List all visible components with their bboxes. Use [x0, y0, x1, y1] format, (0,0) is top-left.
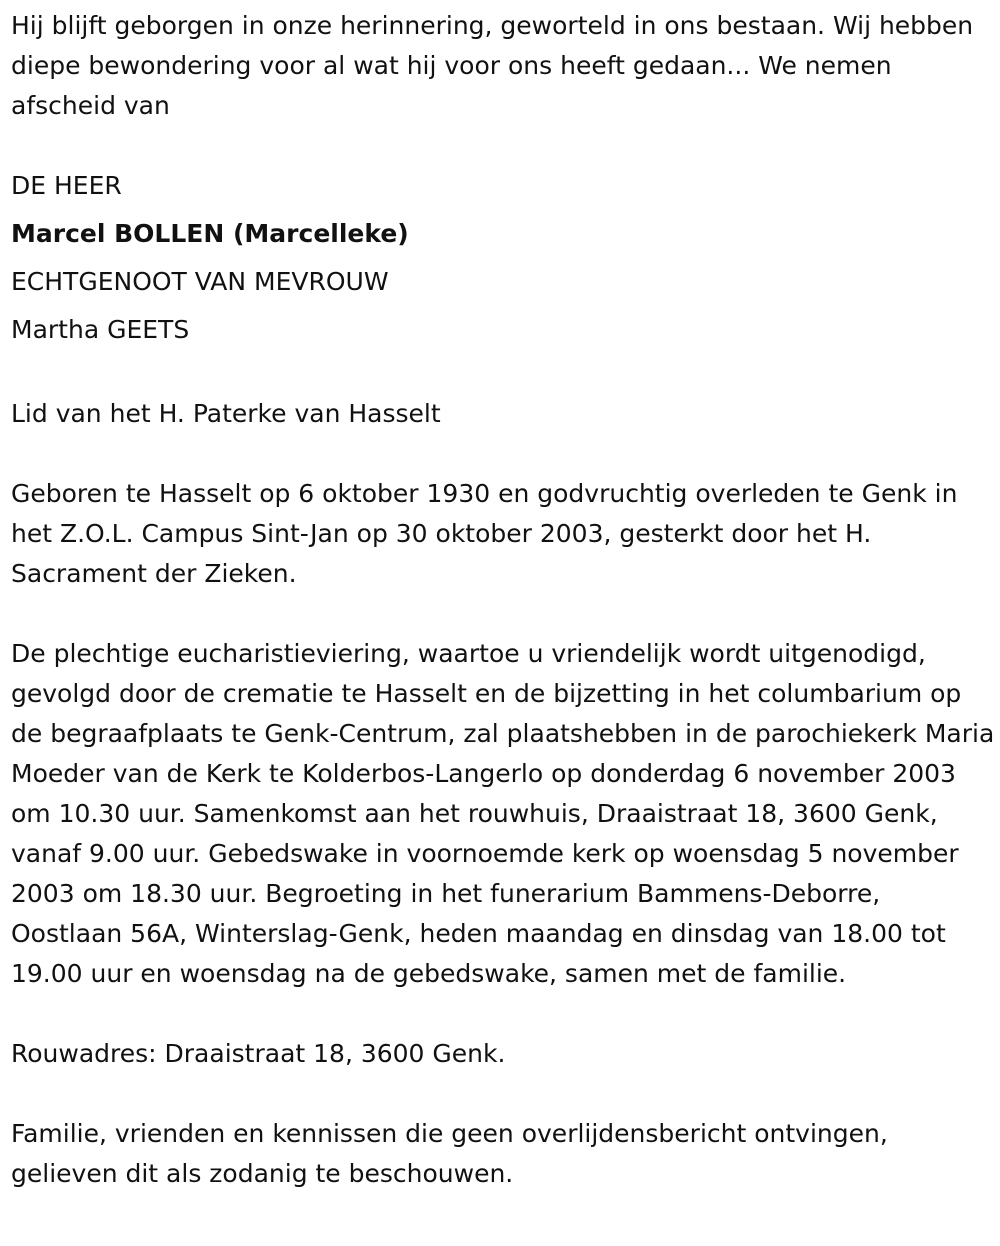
spouse-name: Martha GEETS: [11, 315, 190, 344]
spouse-label: ECHTGENOOT VAN MEVROUW: [11, 267, 389, 296]
obituary-notice: [11, 6, 996, 1194]
deceased-name: Marcel BOLLEN (Marcelleke): [11, 219, 409, 248]
membership-text: Lid van het H. Paterke van Hasselt: [11, 399, 441, 428]
mourning-address: Rouwadres: Draaistraat 18, 3600 Genk.: [11, 1039, 506, 1068]
intro-text: Hij blijft geborgen in onze herinnering, geworteld in ons bestaan. Wij hebben diepe bewondering voor al wat hij voor ons heeft gedaan... We nemen afscheid van: [11, 11, 974, 120]
honorific: DE HEER: [11, 171, 122, 200]
birth-death-text: Geboren te Hasselt op 6 oktober 1930 en godvruchtig overleden te Genk in het Z.O.L. Campus Sint-Jan op 30 oktober 2003, gesterkt door het H. Sacrament der Zieken.: [11, 479, 958, 588]
closing-text: Familie, vrienden en kennissen die geen overlijdensbericht ontvingen, gelieven dit als zodanig te beschouwen.: [11, 1119, 888, 1188]
deceased-block: [11, 166, 996, 354]
ceremony-text: De plechtige eucharistieviering, waartoe u vriendelijk wordt uitgenodigd, gevolgd door de crematie te Hasselt en de bijzetting in het columbarium op de begraafplaats te Genk-Centrum, zal plaatshebben in de parochiekerk Maria Moeder van de Kerk te Kolderbos-Langerlo op donderdag 6 november 2003 om 10.30 uur. Samenkomst aan het rouwhuis, Draaistraat 18, 3600 Genk, vanaf 9.00 uur. Gebedswake in voornoemde kerk op woensdag 5 november 2003 om 18.30 uur. Begroeting in het funerarium Bammens-Deborre, Oostlaan 56A, Winterslag-Genk, heden maandag en dinsdag van 18.00 tot 19.00 uur en woensdag na de gebedswake, samen met de familie.: [11, 639, 995, 988]
